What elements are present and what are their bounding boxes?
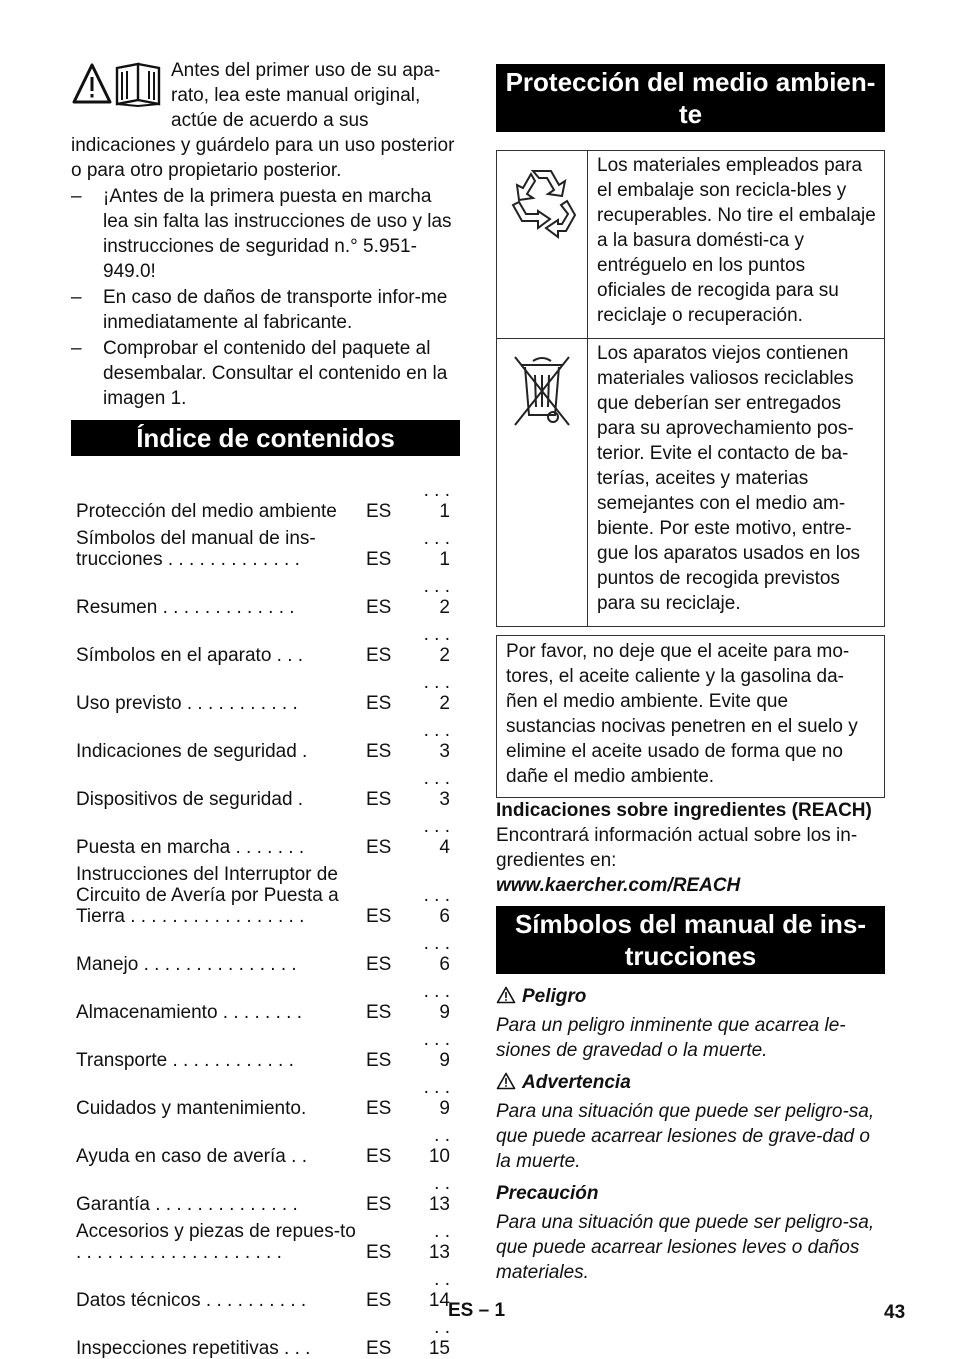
environment-heading: Protección del medio ambien-te <box>496 64 885 132</box>
toc-entry-lang: ES <box>366 597 392 618</box>
toc-entry-page: . . . 1 <box>423 528 450 570</box>
intro-item <box>71 285 460 335</box>
oil-notice-box <box>496 635 885 798</box>
toc-entry-page: . . 13 <box>428 1173 450 1215</box>
warning-triangle-icon <box>496 986 516 1004</box>
crossed-out-bin-icon <box>507 353 577 429</box>
danger-text: Para un peligro inminente que acarrea le-siones de gravedad o la muerte. <box>496 1015 846 1061</box>
weee-icon-cell <box>497 339 588 627</box>
toc-entry-title: Símbolos en el aparato . . . <box>76 645 304 666</box>
intro-item-text: ¡Antes de la primera puesta en marcha lea sin falta las instrucciones de uso y las instrucciones de seguridad n.° 5.951-949.0! <box>103 186 452 282</box>
intro-item <box>71 184 460 284</box>
toc-row[interactable] <box>71 1167 460 1215</box>
caution-text: Para una situación que puede ser peligro-sa, que puede acarrear lesiones leves o daños materiales. <box>496 1212 875 1283</box>
toc-entry-lang: ES <box>366 741 392 762</box>
toc-entry-page: . . 13 <box>428 1221 450 1263</box>
environment-table <box>496 150 885 627</box>
toc-entry-page: . . 10 <box>428 1125 450 1167</box>
toc-entry-lang: ES <box>366 837 392 858</box>
intro-item <box>71 336 460 411</box>
toc-entry-lang: ES <box>366 1146 392 1167</box>
toc-entry-lang: ES <box>366 1338 392 1359</box>
toc-entry-lang: ES <box>366 1242 392 1263</box>
caution-title: Precaución <box>496 1183 599 1204</box>
toc-entry-page: . . . 2 <box>423 576 450 618</box>
toc-entry-lang: ES <box>366 693 392 714</box>
toc-row[interactable] <box>71 927 460 975</box>
right-column <box>496 64 885 1285</box>
toc-entry-lang: ES <box>366 954 392 975</box>
toc-row[interactable] <box>71 666 460 714</box>
table-row <box>497 151 885 339</box>
warning-text: Para una situación que puede ser peligro-sa, que puede acarrear lesiones de grave-dad o la muerte. <box>496 1101 875 1172</box>
toc-entry-title: Protección del medio ambiente <box>76 501 337 522</box>
toc-entry-title: Transporte . . . . . . . . . . . . <box>76 1050 294 1071</box>
toc-entry-lang: ES <box>366 789 392 810</box>
toc-entry-title: Símbolos del manual de ins-trucciones . . . . . . . . . . . . . <box>76 528 316 570</box>
toc-row[interactable] <box>71 714 460 762</box>
intro-section <box>71 58 460 411</box>
toc-entry-lang: ES <box>366 1050 392 1071</box>
open-book-icon <box>117 64 159 106</box>
page-number: 43 <box>884 1302 906 1323</box>
toc-entry-title: Manejo . . . . . . . . . . . . . . . <box>76 954 297 975</box>
oil-notice-text: Por favor, no deje que el aceite para mo-tores, el aceite caliente y la gasolina da-ñen el medio ambiente. Evite que sustancias nocivas penetren en el suelo y elimine el aceite usado de forma que no dañe el medio ambiente. <box>506 641 858 787</box>
reach-link[interactable]: www.kaercher.com/REACH <box>496 875 741 896</box>
toc-entry-title: Almacenamiento . . . . . . . . <box>76 1002 302 1023</box>
toc-entry-title: Puesta en marcha . . . . . . . <box>76 837 305 858</box>
toc-entry-title: Garantía . . . . . . . . . . . . . . <box>76 1194 298 1215</box>
symbols-heading: Símbolos del manual de ins-trucciones <box>496 906 885 974</box>
weee-text: Los aparatos viejos contienen materiales valiosos reciclables que deberían ser entregados para su aprovechamiento pos-terior. Evite el contacto de ba-terías, aceites y materias semejantes con el medio am-biente. Por este motivo, entre-gue los aparatos usados en los puntos de recogida previstos para su reciclaje. <box>588 339 885 627</box>
toc-row[interactable] <box>71 810 460 858</box>
reach-text: Encontrará información actual sobre los in-gredientes en: <box>496 825 858 871</box>
toc-heading: Índice de contenidos <box>71 420 460 456</box>
toc-row[interactable] <box>71 522 460 570</box>
toc-row[interactable] <box>71 1311 460 1359</box>
toc-row[interactable] <box>71 858 460 927</box>
toc-row[interactable] <box>71 1071 460 1119</box>
toc-entry-page: . . 15 <box>428 1317 450 1359</box>
toc-entry-title: Indicaciones de seguridad . <box>76 741 308 762</box>
toc-entry-lang: ES <box>366 906 392 927</box>
toc-entry-page: . . . 6 <box>423 933 450 975</box>
toc-row[interactable] <box>71 1215 460 1263</box>
toc-entry-lang: ES <box>366 1098 392 1119</box>
toc-entry-page: . . . 1 <box>423 480 450 522</box>
toc-entry-title: Datos técnicos . . . . . . . . . . <box>76 1290 307 1311</box>
warning-title-text: Advertencia <box>522 1072 631 1093</box>
recycle-icon-cell <box>497 151 588 339</box>
dash-bullet: – <box>71 186 82 207</box>
toc-entry-page: . . . 9 <box>423 1029 450 1071</box>
left-column <box>71 58 460 1359</box>
toc-row[interactable] <box>71 570 460 618</box>
toc-row[interactable] <box>71 975 460 1023</box>
reach-title: Indicaciones sobre ingredientes (REACH) <box>496 800 872 821</box>
recycle-icon <box>505 165 579 241</box>
toc-row[interactable] <box>71 474 460 522</box>
recycle-text: Los materiales empleados para el embalaje son recicla-bles y recuperables. No tire el embalaje a la basura domésti-ca y entréguelo en los puntos oficiales de recogida para su reciclaje o recuperación. <box>588 151 885 339</box>
toc-entry-lang: ES <box>366 501 392 522</box>
dash-bullet: – <box>71 338 82 359</box>
warning-title <box>496 1070 885 1095</box>
toc-entry-page: . . . 4 <box>423 816 450 858</box>
intro-item-text: Comprobar el contenido del paquete al desembalar. Consultar el contenido en la imagen 1. <box>103 338 448 409</box>
toc-entry-lang: ES <box>366 1194 392 1215</box>
table-row <box>497 339 885 627</box>
toc-entry-page: . . . 9 <box>423 1077 450 1119</box>
toc-entry-lang: ES <box>366 1002 392 1023</box>
toc-entry-title: Cuidados y mantenimiento. <box>76 1098 307 1119</box>
toc-entry-page: . . . 2 <box>423 624 450 666</box>
toc-entry-title: Ayuda en caso de avería . . <box>76 1146 307 1167</box>
toc-row[interactable] <box>71 1263 460 1311</box>
toc-row[interactable] <box>71 1119 460 1167</box>
toc-entry-title: Instrucciones del Interruptor de Circuito de Avería por Puesta a Tierra . . . . . . . . . . . . . . . . . <box>76 864 339 927</box>
toc-row[interactable] <box>71 618 460 666</box>
toc-entry-title: Resumen . . . . . . . . . . . . . <box>76 597 295 618</box>
toc-entry-page: . . . 3 <box>423 720 450 762</box>
toc-entry-title: Inspecciones repetitivas . . . <box>76 1338 311 1359</box>
toc-entry-title: Uso previsto . . . . . . . . . . . <box>76 693 298 714</box>
intro-item-text: En caso de daños de transporte infor-me inmediatamente al fabricante. <box>103 287 448 333</box>
toc-row[interactable] <box>71 762 460 810</box>
toc-entry-lang: ES <box>366 549 392 570</box>
toc-entry-page: . . . 3 <box>423 768 450 810</box>
warning-triangle-icon <box>71 62 163 108</box>
intro-icons <box>71 62 163 112</box>
footer-section-label: ES – 1 <box>448 1300 506 1321</box>
danger-title-text: Peligro <box>522 986 587 1007</box>
toc-entry-page: . . 14 <box>428 1269 450 1311</box>
intro-text: Antes del primer uso de su apa-rato, lea este manual original, actúe de acuerdo a sus indicaciones y guárdelo para un uso posterior o para otro propietario posterior. <box>71 60 455 181</box>
toc-entry-page: . . . 2 <box>423 672 450 714</box>
toc-entry-title: Dispositivos de seguridad . <box>76 789 304 810</box>
toc-entry-lang: ES <box>366 645 392 666</box>
toc-row[interactable] <box>71 1023 460 1071</box>
toc-entry-page: . . . 6 <box>423 885 450 927</box>
dash-bullet: – <box>71 287 82 308</box>
toc-entry-page: . . . 9 <box>423 981 450 1023</box>
toc-entry-lang: ES <box>366 1290 392 1311</box>
warning-triangle-icon <box>496 1072 516 1090</box>
table-of-contents <box>71 474 460 1359</box>
danger-title <box>496 984 885 1009</box>
toc-entry-title: Accesorios y piezas de repues-to . . . . . . . . . . . . . . . . . . . . <box>76 1221 356 1263</box>
